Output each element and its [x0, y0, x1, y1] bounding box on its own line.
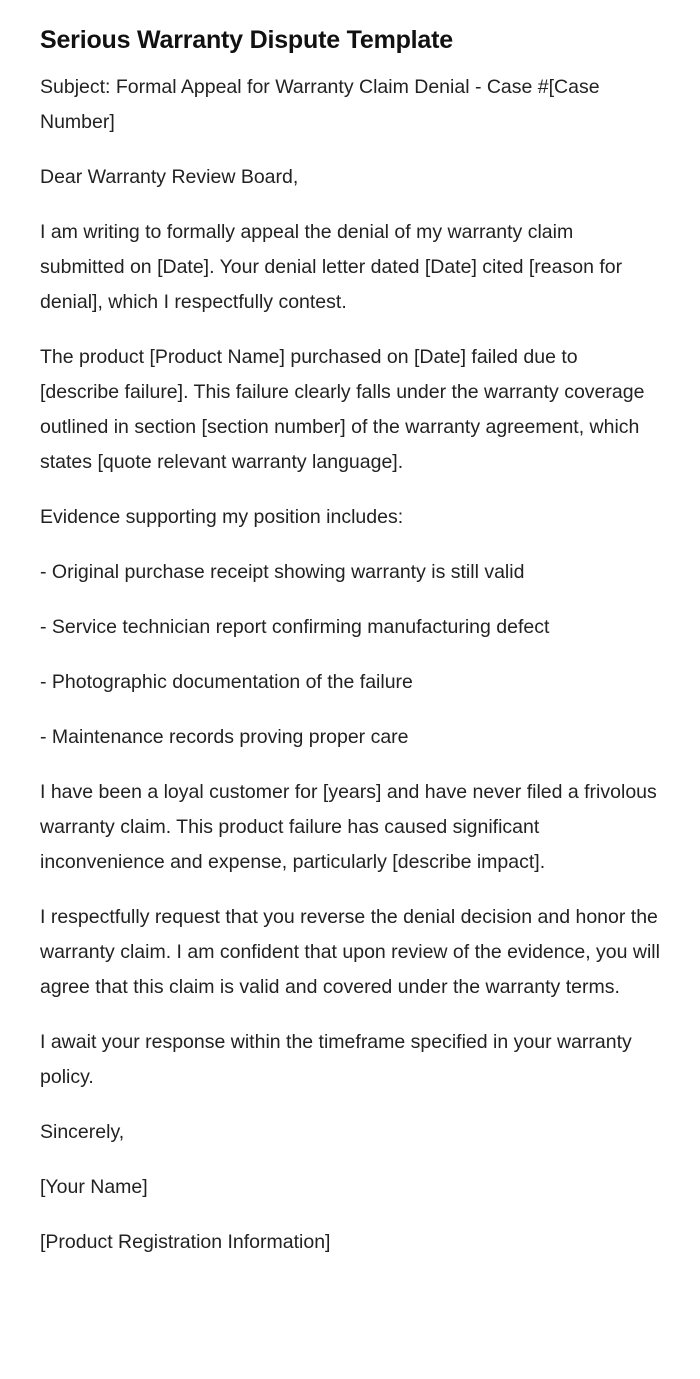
- paragraph-product-failure: The product [Product Name] purchased on [Date] failed due to [describe failure]. This failure clearly falls under the warranty coverage outlined in section [section number] of the warranty agreement, which states [quote relevant warranty language].: [40, 346, 645, 473]
- evidence-item: - Service technician report confirming manufacturing defect: [40, 616, 550, 638]
- evidence-item: - Photographic documentation of the failure: [40, 671, 413, 693]
- signoff: Sincerely,: [40, 1121, 125, 1143]
- subject-line: Subject: Formal Appeal for Warranty Claim Denial - Case #[Case Number]: [40, 76, 600, 133]
- paragraph-appeal: I am writing to formally appeal the denial of my warranty claim submitted on [Date]. Your denial letter dated [Date] cited [reason for denial], which I respectfully contest.: [40, 221, 623, 313]
- paragraph-await-response: I await your response within the timeframe specified in your warranty policy.: [40, 1031, 632, 1088]
- paragraph-loyal-customer: I have been a loyal customer for [years] and have never filed a frivolous warranty claim. This product failure has caused significant inconvenience and expense, particularly [describe impact].: [40, 781, 657, 873]
- document-title: Serious Warranty Dispute Template: [40, 26, 453, 54]
- evidence-item: - Maintenance records proving proper care: [40, 726, 409, 748]
- evidence-item: - Original purchase receipt showing warranty is still valid: [40, 561, 525, 583]
- greeting: Dear Warranty Review Board,: [40, 166, 299, 188]
- paragraph-evidence-intro: Evidence supporting my position includes:: [40, 506, 404, 528]
- signature-name: [Your Name]: [40, 1176, 148, 1198]
- paragraph-request: I respectfully request that you reverse the denial decision and honor the warranty claim. I am confident that upon review of the evidence, you will agree that this claim is valid and covered under the warranty terms.: [40, 906, 660, 998]
- registration-info: [Product Registration Information]: [40, 1231, 331, 1253]
